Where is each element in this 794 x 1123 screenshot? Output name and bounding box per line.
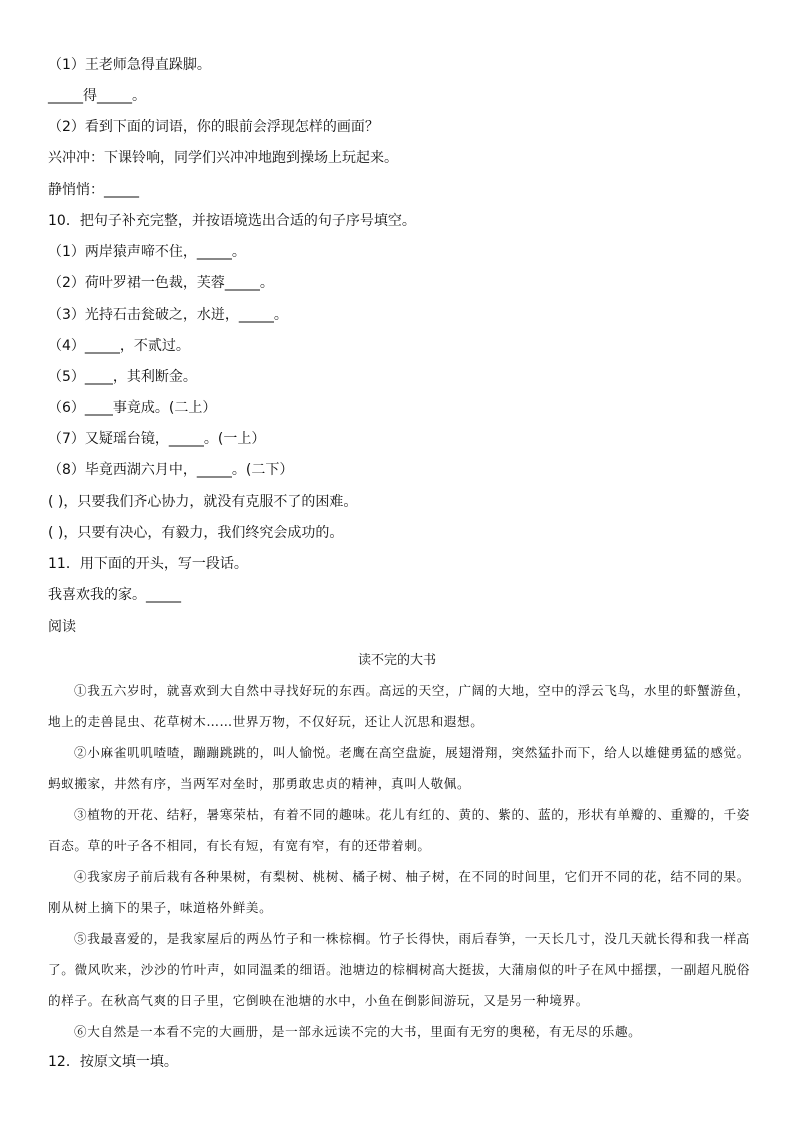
q9-example: 兴冲冲：下课铃响，同学们兴冲冲地跑到操场上玩起来。 <box>48 150 398 166</box>
article-paragraph-5: ⑤我最喜爱的，是我家屋后的两丛竹子和一株棕榈。竹子长得快，雨后春笋，一天长几寸，没几天就长得和我一样高了。微风吹来，沙沙的竹叶声，如同温柔的细语。池塘边的棕榈树高大挺拔，大蒲扇似的叶子在风中摇摆，一副超凡脱俗的样子。在秋高气爽的日子里，它倒映在池塘的水中，小鱼在倒影间游玩，又是另一种境界。 <box>48 931 750 1008</box>
q10-item3: （3）光持石击瓮破之，水迸，_____。 <box>48 307 288 323</box>
q9-item1: （1）王老师急得直跺脚。 <box>48 57 211 73</box>
q11-prompt: 我喜欢我的家。_____ <box>48 587 181 603</box>
q9-blank2: 静悄悄：_____ <box>48 182 139 198</box>
q10-item1: （1）两岸猿声啼不住，_____。 <box>48 244 246 260</box>
q9-item2: （2）看到下面的词语，你的眼前会浮现怎样的画面？ <box>48 119 379 135</box>
q9-blank1: _____得_____。 <box>48 88 146 104</box>
q10-fill2: ( )，只要有决心，有毅力，我们终究会成功的。 <box>48 525 344 541</box>
q10-item5: （5）____，其利断金。 <box>48 369 197 385</box>
reading-label: 阅读 <box>48 619 76 635</box>
article-paragraph-1: ①我五六岁时，就喜欢到大自然中寻找好玩的东西。高远的天空，广阔的大地，空中的浮云飞鸟，水里的虾蟹游鱼，地上的走兽昆虫、花草树木……世界万物，不仅好玩，还让人沉思和遐想。 <box>48 683 750 729</box>
q11-heading: 11．用下面的开头，写一段话。 <box>48 556 248 572</box>
q10-item4: （4）_____，不贰过。 <box>48 338 190 354</box>
q10-heading: 10．把句子补充完整，并按语境选出合适的句子序号填空。 <box>48 213 416 229</box>
article-title: 读不完的大书 <box>357 653 436 668</box>
q10-item6: （6）____事竟成。(二上） <box>48 400 217 416</box>
q10-item7: （7）又疑瑶台镜，_____。(一上） <box>48 431 266 447</box>
article-paragraph-4: ④我家房子前后栽有各种果树，有梨树、桃树、橘子树、柚子树，在不同的时间里，它们开不同的花，结不同的果。刚从树上摘下的果子，味道格外鲜美。 <box>48 869 750 915</box>
article-paragraph-3: ③植物的开花、结籽，暑寒荣枯，有着不同的趣味。花儿有红的、黄的、紫的、蓝的，形状有单瓣的、重瓣的，千姿百态。草的叶子各不相同，有长有短，有宽有窄，有的还带着刺。 <box>48 807 750 853</box>
q10-item2: （2）荷叶罗裙一色裁，芙蓉_____。 <box>48 275 274 291</box>
q12-heading: 12．按原文填一填。 <box>48 1054 178 1070</box>
article-paragraph-6: ⑥大自然是一本看不完的大画册，是一部永远读不完的大书，里面有无穷的奥秘，有无尽的乐趣。 <box>74 1024 642 1039</box>
q10-fill1: ( )，只要我们齐心协力，就没有克服不了的困难。 <box>48 494 358 510</box>
q10-item8: （8）毕竟西湖六月中，_____。(二下） <box>48 462 294 478</box>
article-paragraph-2: ②小麻雀叽叽喳喳，蹦蹦跳跳的，叫人愉悦。老鹰在高空盘旋，展翅滑翔，突然猛扑而下，给人以雄健勇猛的感觉。蚂蚁搬家，井然有序，当两军对垒时，那勇敢忠贞的精神，真叫人敬佩。 <box>48 745 750 791</box>
